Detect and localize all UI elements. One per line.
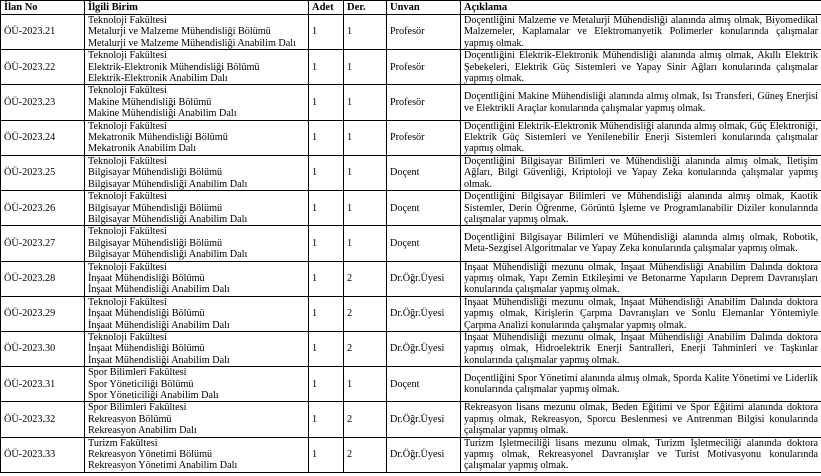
derece-cell: 2 xyxy=(344,296,387,331)
birim-fakulte: Teknoloji Fakültesi xyxy=(88,15,167,26)
table-row xyxy=(1,120,821,155)
unvan-cell: Dr.Öğr.Üyesi xyxy=(387,261,461,296)
birim-anabilim: Metalurji ve Malzeme Mühendisliği Anabilim Dalı xyxy=(88,37,296,49)
header-adet: Adet xyxy=(309,1,344,15)
aciklama-cell: Turizm İşletmeciliği lisans mezunu olmak, Turizm İşletmeciliği alanında doktora yapmış olmak, Rekreasyonel Davranışlar ve Turist Motivasyonu konularında çalışmalar yapmış olmak. xyxy=(461,437,821,472)
birim-bolum: İnşaat Mühendisliği Bölümü xyxy=(88,343,205,355)
birim-anabilim: Rekreasyon Anabilim Dalı xyxy=(88,425,197,437)
unvan-cell: Doçent xyxy=(387,367,461,402)
ilan-no-cell: ÖÜ-2023.33 xyxy=(1,437,85,472)
birim-fakulte: Teknoloji Fakültesi xyxy=(88,120,167,132)
birim-cell xyxy=(85,155,309,190)
header-ilan-no: İlan No xyxy=(1,1,85,15)
birim-fakulte: Teknoloji Fakültesi xyxy=(88,85,167,97)
derece-cell: 1 xyxy=(344,85,387,120)
birim-bolum: Spor Yöneticiliği Bölümü xyxy=(88,378,194,390)
adet-cell: 1 xyxy=(309,50,344,85)
adet-cell: 1 xyxy=(309,367,344,402)
birim-bolum: Rekreasyon Yönetimi Bölümü xyxy=(88,449,213,461)
derece-cell: 2 xyxy=(344,331,387,366)
derece-cell: 2 xyxy=(344,402,387,437)
unvan-cell: Doçent xyxy=(387,191,461,226)
birim-anabilim: Mekatronik Anabilim Dalı xyxy=(88,143,197,155)
birim-fakulte: Turizm Fakültesi xyxy=(88,437,158,449)
birim-cell xyxy=(85,402,309,437)
ilan-no-cell: ÖÜ-2023.30 xyxy=(1,331,85,366)
birim-anabilim: İnşaat Mühendisliği Anabilim Dalı xyxy=(88,319,230,331)
birim-bolum: Bilgisayar Mühendisliği Bölümü xyxy=(88,237,223,249)
birim-cell xyxy=(85,15,309,50)
header-aciklama: Açıklama xyxy=(461,1,821,15)
derece-cell: 2 xyxy=(344,261,387,296)
birim-anabilim: Elektrik-Elektronik Anabilim Dalı xyxy=(88,73,228,85)
table-row xyxy=(1,50,821,85)
aciklama-cell: Doçentliğini Elektrik-Elektronik Mühendisliği alanında almış olmak, Güç Elektroniği, Elektrik Güç Sistemleri ve Yenilenebilir Enerji Sistemleri konularında çalışmalar yapmış olmak. xyxy=(461,120,821,155)
derece-cell: 1 xyxy=(344,50,387,85)
aciklama-cell: Doçentliğini Bilgisayar Bilimleri ve Mühendisliği alanında almış olmak, İletişim Ağları, Bilgi Güvenliği, Kriptoloji ve Yapay Zeka konularında çalışmalar yapmış olmak. xyxy=(461,155,821,190)
adet-cell: 1 xyxy=(309,191,344,226)
birim-bolum: Metalurji ve Malzeme Mühendisliği Bölümü xyxy=(88,26,271,38)
unvan-cell: Dr.Öğr.Üyesi xyxy=(387,402,461,437)
ilan-no-cell: ÖÜ-2023.27 xyxy=(1,226,85,261)
aciklama-cell: Doçentliğini Makine Mühendisliği alanında almış olmak, Isı Transferi, Güneş Enerjisi ve Elektrikli Araçlar konularında çalışmalar yapmış olmak. xyxy=(461,85,821,120)
table-row xyxy=(1,331,821,366)
adet-cell: 1 xyxy=(309,296,344,331)
aciklama-cell: Doçentliğini Bilgisayar Bilimleri ve Mühendisliği alanında almış olmak, Kaotik Sistemler, Derin Öğrenme, Görüntü İşleme ve Programlanabilir Diziler konularında çalışmalar yapmış olmak. xyxy=(461,191,821,226)
table-body xyxy=(1,15,821,473)
birim-cell xyxy=(85,85,309,120)
ilan-no-cell: ÖÜ-2023.26 xyxy=(1,191,85,226)
birim-anabilim: İnşaat Mühendisliği Anabilim Dalı xyxy=(88,284,230,296)
birim-fakulte: Teknoloji Fakültesi xyxy=(88,191,167,203)
unvan-cell: Profesör xyxy=(387,50,461,85)
birim-bolum: Bilgisayar Mühendisliği Bölümü xyxy=(88,202,223,214)
table-row xyxy=(1,191,821,226)
birim-cell xyxy=(85,331,309,366)
birim-cell xyxy=(85,261,309,296)
birim-anabilim: İnşaat Mühendisliği Anabilim Dalı xyxy=(88,354,230,366)
birim-bolum: Makine Mühendisliği Bölümü xyxy=(88,96,212,108)
birim-fakulte: Teknoloji Fakültesi xyxy=(88,331,167,343)
aciklama-cell: Doçentliğini Bilgisayar Bilimleri ve Mühendisliği alanında almış olmak, Robotik, Meta-Sezgisel Algoritmalar ve Yapay Zeka konularında çalışmalar yapmış olmak. xyxy=(461,226,821,261)
birim-fakulte: Spor Bilimleri Fakültesi xyxy=(88,367,187,379)
ilan-no-cell: ÖÜ-2023.22 xyxy=(1,50,85,85)
birim-fakulte: Teknoloji Fakültesi xyxy=(88,296,167,308)
table-row xyxy=(1,437,821,472)
birim-anabilim: Makine Mühendisliği Anabilim Dalı xyxy=(88,108,237,120)
birim-fakulte: Teknoloji Fakültesi xyxy=(88,226,167,238)
aciklama-cell: Doçentliğini Elektrik-Elektronik Mühendisliği alanında almış olmak, Akıllı Elektrik Şebekeleri, Elektrik Güç Sistemleri ve Yapay Sinir Ağları konularında çalışmalar yapmış olmak. xyxy=(461,50,821,85)
aciklama-cell: İnşaat Mühendisliği mezunu olmak, İnşaat Mühendisliği Anabilim Dalında doktora yapmış olmak, Hidroelektrik Enerji Santralleri, Enerji Tahminleri ve Taşkınlar konularında çalışmalar yapmış olmak. xyxy=(461,331,821,366)
ilan-no-cell: ÖÜ-2023.21 xyxy=(1,15,85,50)
header-unvan: Unvan xyxy=(387,1,461,15)
birim-bolum: İnşaat Mühendisliği Bölümü xyxy=(88,272,205,284)
ilan-no-cell: ÖÜ-2023.29 xyxy=(1,296,85,331)
ilan-no-cell: ÖÜ-2023.31 xyxy=(1,367,85,402)
header-derece: Der. xyxy=(344,1,387,15)
birim-anabilim: Bilgisayar Mühendisliği Anabilim Dalı xyxy=(88,249,248,261)
birim-fakulte: Teknoloji Fakültesi xyxy=(88,155,167,167)
table-header-row xyxy=(1,1,821,15)
unvan-cell: Dr.Öğr.Üyesi xyxy=(387,296,461,331)
birim-cell xyxy=(85,437,309,472)
adet-cell: 1 xyxy=(309,155,344,190)
birim-cell xyxy=(85,226,309,261)
ilan-no-cell: ÖÜ-2023.32 xyxy=(1,402,85,437)
adet-cell: 1 xyxy=(309,402,344,437)
birim-bolum: Mekatronik Mühendisliği Bölümü xyxy=(88,132,228,144)
unvan-cell: Dr.Öğr.Üyesi xyxy=(387,331,461,366)
adet-cell: 1 xyxy=(309,15,344,50)
table-row xyxy=(1,402,821,437)
birim-cell xyxy=(85,50,309,85)
table-row xyxy=(1,226,821,261)
unvan-cell: Doçent xyxy=(387,226,461,261)
derece-cell: 1 xyxy=(344,120,387,155)
aciklama-cell: İnşaat Mühendisliği mezunu olmak, İnşaat Mühendisliği Anabilim Dalında doktora yapmış olmak, Yapı Zemin Etkileşimi ve Betonarme Yapıların Deprem Davranışları konularında çalışmalar yapmış olmak. xyxy=(461,261,821,296)
unvan-cell: Profesör xyxy=(387,85,461,120)
table-row xyxy=(1,367,821,402)
unvan-cell: Profesör xyxy=(387,15,461,50)
birim-cell xyxy=(85,296,309,331)
aciklama-cell: Doçentliğini Spor Yönetimi alanında almış olmak, Sporda Kalite Yönetimi ve Liderlik konularında çalışmalar yapmış olmak. xyxy=(461,367,821,402)
birim-cell xyxy=(85,120,309,155)
birim-cell xyxy=(85,367,309,402)
birim-bolum: İnşaat Mühendisliği Bölümü xyxy=(88,308,205,320)
table-row xyxy=(1,155,821,190)
birim-fakulte: Teknoloji Fakültesi xyxy=(88,50,167,62)
derece-cell: 2 xyxy=(344,437,387,472)
ilan-no-cell: ÖÜ-2023.25 xyxy=(1,155,85,190)
table-row xyxy=(1,85,821,120)
unvan-cell: Doçent xyxy=(387,155,461,190)
adet-cell: 1 xyxy=(309,437,344,472)
ilan-no-cell: ÖÜ-2023.24 xyxy=(1,120,85,155)
ilan-no-cell: ÖÜ-2023.23 xyxy=(1,85,85,120)
aciklama-cell: Rekreasyon lisans mezunu olmak, Beden Eğitimi ve Spor Eğitimi alanında doktora yapmış olmak, Rekreasyon, Sporcu Beslenmesi ve Antrenman Bilgisi konularında çalışmalar yapmış olmak. xyxy=(461,402,821,437)
birim-anabilim: Spor Yöneticiliği Anabilim Dalı xyxy=(88,390,219,401)
table-row xyxy=(1,261,821,296)
birim-anabilim: Rekreasyon Yönetimi Anabilim Dalı xyxy=(88,460,238,472)
ilan-no-cell: ÖÜ-2023.28 xyxy=(1,261,85,296)
table-row xyxy=(1,296,821,331)
derece-cell: 1 xyxy=(344,226,387,261)
derece-cell: 1 xyxy=(344,367,387,402)
derece-cell: 1 xyxy=(344,191,387,226)
birim-fakulte: Teknoloji Fakültesi xyxy=(88,261,167,273)
birim-fakulte: Spor Bilimleri Fakültesi xyxy=(88,402,187,414)
header-birim: İlgili Birim xyxy=(85,1,309,15)
birim-bolum: Elektrik-Elektronik Mühendisliği Bölümü xyxy=(88,61,260,73)
unvan-cell: Profesör xyxy=(387,120,461,155)
derece-cell: 1 xyxy=(344,15,387,50)
adet-cell: 1 xyxy=(309,261,344,296)
unvan-cell: Dr.Öğr.Üyesi xyxy=(387,437,461,472)
birim-anabilim: Bilgisayar Mühendisliği Anabilim Dalı xyxy=(88,178,248,190)
adet-cell: 1 xyxy=(309,120,344,155)
adet-cell: 1 xyxy=(309,85,344,120)
table-row xyxy=(1,15,821,50)
adet-cell: 1 xyxy=(309,226,344,261)
derece-cell: 1 xyxy=(344,155,387,190)
adet-cell: 1 xyxy=(309,331,344,366)
birim-cell xyxy=(85,191,309,226)
aciklama-cell: Doçentliğini Malzeme ve Metalurji Mühendisliği alanında almış olmak, Biyomedikal Malzemeler, Kaplamalar ve Elektromanyetik Polimerler konularında çalışmalar yapmış olmak. xyxy=(461,15,821,50)
aciklama-cell: İnşaat Mühendisliği mezunu olmak, İnşaat Mühendisliği Anabilim Dalında doktora yapmış olmak, Kirişlerin Çarpma Davranışları ve Sonlu Elemanlar Yöntemiyle Çarpma Analizi konularında çalışmalar yapmış olmak. xyxy=(461,296,821,331)
birim-bolum: Bilgisayar Mühendisliği Bölümü xyxy=(88,167,223,179)
birim-anabilim: Bilgisayar Mühendisliği Anabilim Dalı xyxy=(88,213,248,225)
birim-bolum: Rekreasyon Bölümü xyxy=(88,413,172,425)
